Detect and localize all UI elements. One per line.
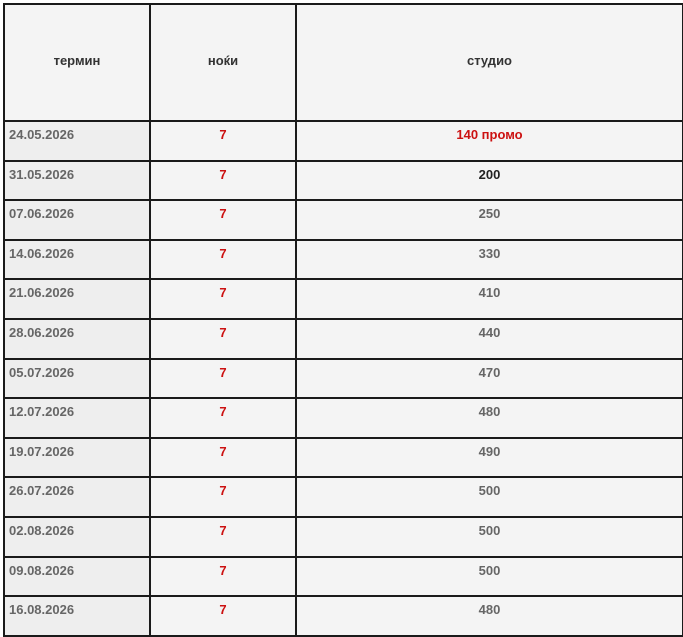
cell-date: 05.07.2026 <box>4 359 150 399</box>
cell-price: 500 <box>296 477 683 517</box>
cell-date: 14.06.2026 <box>4 240 150 280</box>
header-row <box>4 4 683 121</box>
cell-nights: 7 <box>150 557 296 597</box>
header-studio: студио <box>296 4 683 121</box>
cell-nights: 7 <box>150 121 296 161</box>
table-row <box>4 517 683 557</box>
table-row <box>4 240 683 280</box>
cell-date: 28.06.2026 <box>4 319 150 359</box>
table-row <box>4 359 683 399</box>
table-row <box>4 398 683 438</box>
header-date: термин <box>4 4 150 121</box>
cell-nights: 7 <box>150 161 296 201</box>
cell-nights: 7 <box>150 319 296 359</box>
cell-nights: 7 <box>150 240 296 280</box>
cell-price: 470 <box>296 359 683 399</box>
cell-date: 16.08.2026 <box>4 596 150 636</box>
cell-date: 24.05.2026 <box>4 121 150 161</box>
cell-nights: 7 <box>150 200 296 240</box>
table-row <box>4 161 683 201</box>
table-row <box>4 121 683 161</box>
cell-price: 480 <box>296 596 683 636</box>
table-row <box>4 438 683 478</box>
cell-price: 500 <box>296 517 683 557</box>
table-row <box>4 200 683 240</box>
cell-nights: 7 <box>150 359 296 399</box>
cell-price: 140 промо <box>296 121 683 161</box>
cell-nights: 7 <box>150 596 296 636</box>
price-table-header <box>4 4 683 121</box>
cell-price: 440 <box>296 319 683 359</box>
price-table-body <box>4 121 683 636</box>
cell-date: 02.08.2026 <box>4 517 150 557</box>
cell-date: 26.07.2026 <box>4 477 150 517</box>
price-table <box>3 3 683 637</box>
table-row <box>4 557 683 597</box>
cell-price: 500 <box>296 557 683 597</box>
table-row <box>4 477 683 517</box>
cell-date: 19.07.2026 <box>4 438 150 478</box>
table-row <box>4 319 683 359</box>
cell-price: 330 <box>296 240 683 280</box>
cell-price: 410 <box>296 279 683 319</box>
cell-nights: 7 <box>150 398 296 438</box>
cell-price: 490 <box>296 438 683 478</box>
cell-date: 09.08.2026 <box>4 557 150 597</box>
header-nights: ноќи <box>150 4 296 121</box>
cell-date: 21.06.2026 <box>4 279 150 319</box>
cell-price: 200 <box>296 161 683 201</box>
cell-nights: 7 <box>150 517 296 557</box>
cell-date: 12.07.2026 <box>4 398 150 438</box>
cell-price: 480 <box>296 398 683 438</box>
cell-date: 31.05.2026 <box>4 161 150 201</box>
cell-nights: 7 <box>150 438 296 478</box>
table-row <box>4 279 683 319</box>
cell-nights: 7 <box>150 279 296 319</box>
cell-price: 250 <box>296 200 683 240</box>
cell-nights: 7 <box>150 477 296 517</box>
cell-date: 07.06.2026 <box>4 200 150 240</box>
table-row <box>4 596 683 636</box>
